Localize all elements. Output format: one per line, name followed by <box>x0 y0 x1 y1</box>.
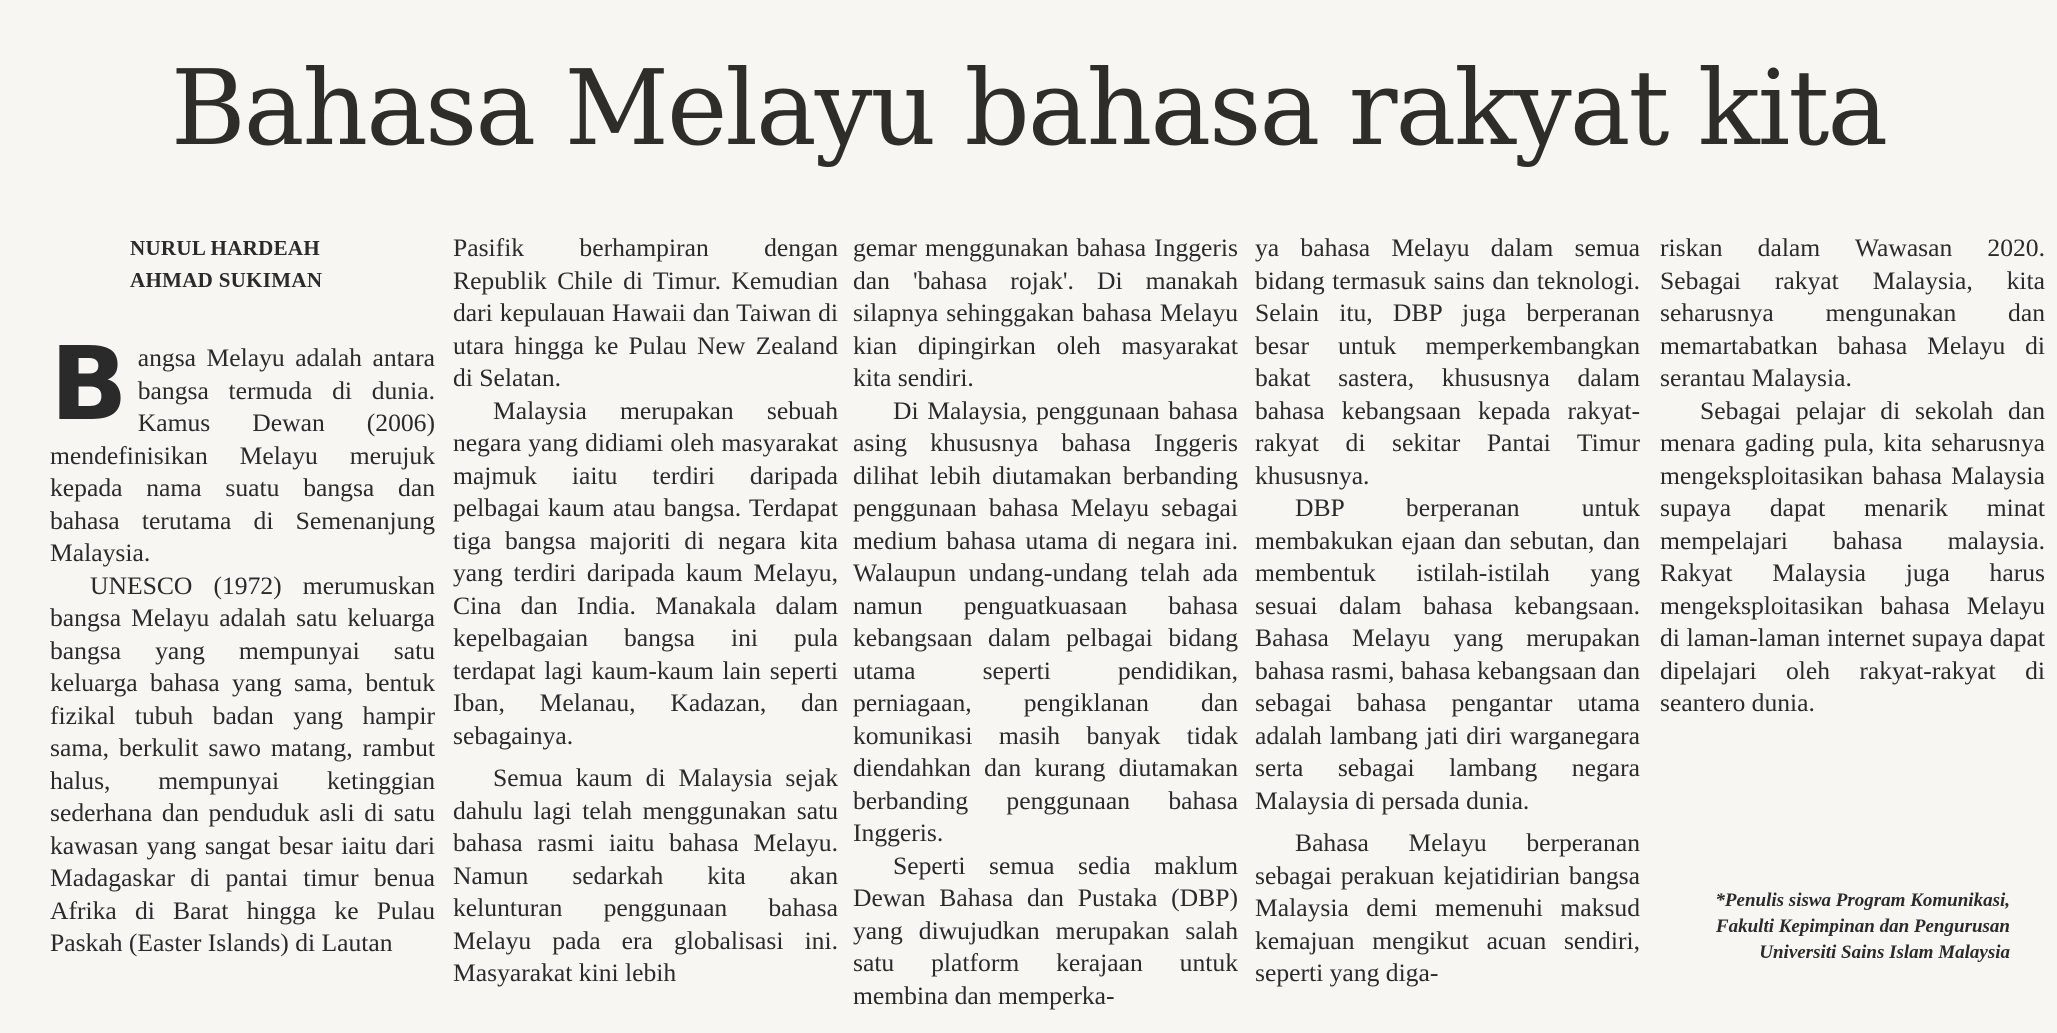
article-column-1 <box>50 232 435 960</box>
byline-name-line-1: NURUL HARDEAH <box>130 236 320 260</box>
paragraph-text: angsa Melayu adalah antara bangsa termuda di dunia. Kamus Dewan (2006) mendefinisikan Melayu merujuk kepada nama suatu bangsa dan bahasa terutama di Semenanjung Malaysia. <box>50 343 435 567</box>
paragraph: Malaysia merupakan sebuah negara yang didiami oleh masyarakat majmuk iaitu terdiri daripada pelbagai kaum atau bangsa. Terdapat tiga bangsa majoriti di negara kita yang terdiri daripada kaum Melayu, Cina dan India. Manakala dalam kepelbagaian bangsa ini pula terdapat lagi kaum-kaum lain seperti Iban, Melanau, Kadazan, dan sebagainya. <box>453 395 838 750</box>
paragraph: DBP berperanan untuk membakukan ejaan dan sebutan, dan membentuk istilah-istilah yang sesuai dalam bahasa kebangsaan. Bahasa Melayu yang merupakan bahasa rasmi, bahasa kebangsaan dan sebagai bahasa pengantar utama adalah lambang jati diri warganegara serta sebagai lambang negara Malaysia di persada dunia. <box>1255 493 1640 815</box>
paragraph: Seperti semua sedia maklum Dewan Bahasa dan Pustaka (DBP) yang diwujudkan merupakan salah satu platform kerajaan untuk membina dan memperka- <box>853 850 1238 1010</box>
article-column-5 <box>1660 232 2045 720</box>
paragraph: Bahasa Melayu berperanan sebagai perakuan kejatidirian bangsa Malaysia demi memenuhi maksud kemajuan mengikut acuan sendiri, seperti yang diga- <box>1255 828 1640 987</box>
paragraph <box>50 325 435 570</box>
drop-cap: B <box>50 325 128 444</box>
paragraph: ya bahasa Melayu dalam semua bidang termasuk sains dan teknologi. Selain itu, DBP juga berperanan besar untuk memperkembangkan bakat sastera, khususnya dalam bahasa kebangsaan kepada rakyat-rakyat di sekitar Pantai Timur khususnya. <box>1255 233 1640 490</box>
footnote-line-3: Universiti Sains Islam Malaysia <box>1759 942 2010 963</box>
byline-name-line-2: AHMAD SUKIMAN <box>130 268 323 292</box>
article-column-4 <box>1255 232 1640 990</box>
paragraph: gemar menggunakan bahasa Inggeris dan 'bahasa rojak'. Di manakah silapnya sehinggakan bahasa Melayu kian dipingirkan oleh masyarakat kita sendiri. <box>853 233 1238 392</box>
paragraph: UNESCO (1972) merumuskan bangsa Melayu adalah satu keluarga bangsa yang mempunyai satu keluarga bahasa yang sama, bentuk fizikal tubuh badan yang hampir sama, berkulit sawo matang, rambut halus, mempunyai ketinggian sederhana dan penduduk asli di satu kawasan yang sangat besar iaitu dari Madagaskar di pantai timur benua Afrika di Barat hingga ke Pulau Paskah (Easter Islands) di Lautan <box>50 570 435 957</box>
author-footnote <box>1640 888 2010 966</box>
paragraph: Di Malaysia, penggunaan bahasa asing khususnya bahasa Inggeris dilihat lebih diutamakan berbanding penggunaan bahasa Melayu sebagai medium bahasa utama di negara ini. Walaupun undang-undang telah ada namun penguatkuasaan bahasa kebangsaan dalam pelbagai bidang utama seperti pendidikan, perniagaan, pengiklanan dan komunikasi masih banyak tidak diendahkan dan kurang diutamakan berbanding penggunaan bahasa Inggeris. <box>853 395 1238 847</box>
paragraph: Pasifik berhampiran dengan Republik Chile di Timur. Kemudian dari kepulauan Hawaii dan Taiwan di utara hingga ke Pulau New Zealand di Selatan. <box>453 233 838 392</box>
paragraph: Semua kaum di Malaysia sejak dahulu lagi telah menggunakan satu bahasa rasmi iaitu bahasa Melayu. Namun sedarkah kita akan kelunturan penggunaan bahasa Melayu pada era globalisasi ini. Masyarakat kini lebih <box>453 763 838 987</box>
article-column-3 <box>853 232 1238 1012</box>
footnote-line-1: *Penulis siswa Program Komunikasi, <box>1715 890 2010 911</box>
paragraph: riskan dalam Wawasan 2020. Sebagai rakyat Malaysia, kita seharusnya mengunakan dan memartabatkan bahasa Melayu di serantau Malaysia. <box>1660 233 2045 392</box>
footnote-line-2: Fakulti Kepimpinan dan Pengurusan <box>1715 916 2010 937</box>
paragraph: Sebagai pelajar di sekolah dan menara gading pula, kita seharusnya mengeksploitasikan bahasa Malaysia supaya dapat menarik minat mempelajari bahasa malaysia. Rakyat Malaysia juga harus mengeksploitasikan bahasa Melayu di laman-laman internet supaya dapat dipelajari oleh rakyat-rakyat di seantero dunia. <box>1660 395 2045 717</box>
article-column-2 <box>453 232 838 990</box>
byline <box>130 232 435 296</box>
article-headline: Bahasa Melayu bahasa rakyat kita <box>170 47 1887 169</box>
